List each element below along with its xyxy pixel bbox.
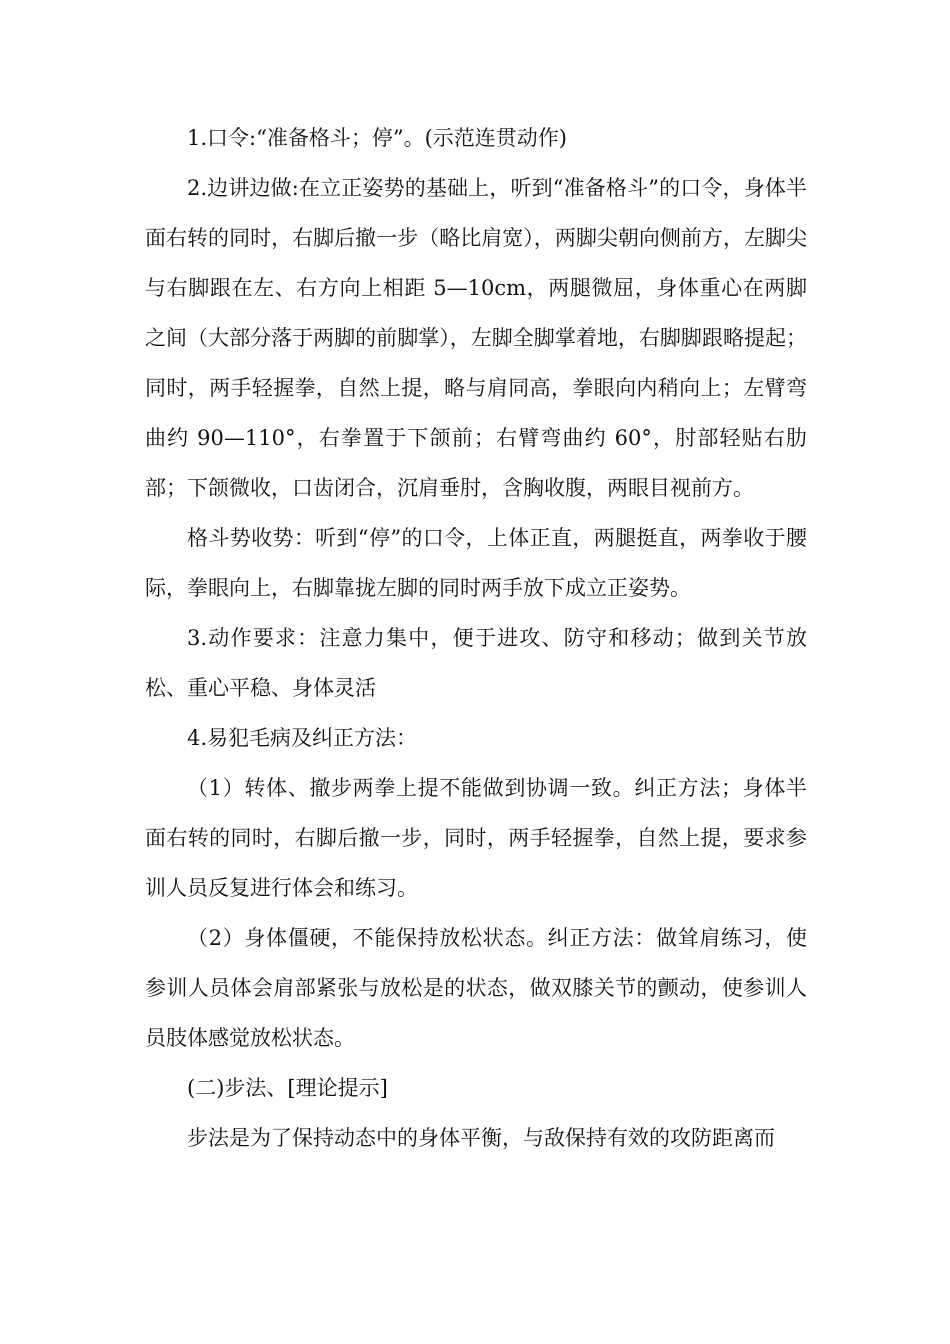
paragraph-command: 1.口令:“准备格斗；停”。(示范连贯动作) bbox=[187, 126, 567, 150]
document-body bbox=[145, 113, 807, 1163]
paragraph-demonstration: 2.边讲边做:在立正姿势的基础上，听到“准备格斗”的口令，身体半面右转的同时，右脚后撤一步（略比肩宽），两脚尖朝向侧前方，左脚尖与右脚跟在左、右方向上相距 5—10cm，两腿微屈，身体重心在两脚之间（大部分落于两脚的前脚掌），左脚全脚掌着地，右脚脚跟略提起；同时，两手轻握拳，自然上提，略与肩同高，拳眼向内稍向上；左臂弯曲约 90—110°，右拳置于下颌前；右臂弯曲约 60°，肘部轻贴右肋部；下颌微收，口齿闭合，沉肩垂肘，含胸收腹，两眼目视前方。 bbox=[145, 176, 807, 500]
paragraph-error-2: （2）身体僵硬，不能保持放松状态。纠正方法：做耸肩练习，使参训人员体会肩部紧张与放松是的状态，做双膝关节的颤动，使参训人员肢体感觉放松状态。 bbox=[145, 926, 807, 1050]
paragraph-common-errors-heading: 4.易犯毛病及纠正方法： bbox=[187, 726, 418, 750]
paragraph-requirements: 3.动作要求：注意力集中，便于进攻、防守和移动；做到关节放松、重心平稳、身体灵活 bbox=[145, 626, 807, 700]
paragraph-error-1: （1）转体、撤步两拳上提不能做到协调一致。纠正方法；身体半面右转的同时，右脚后撤一步，同时，两手轻握拳，自然上提，要求参训人员反复进行体会和练习。 bbox=[145, 776, 807, 900]
section-heading-footwork: (二)步法、[理论提示] bbox=[187, 1076, 388, 1100]
paragraph-closing-stance: 格斗势收势：听到“停”的口令，上体正直，两腿挺直，两拳收于腰际，拳眼向上，右脚靠拢左脚的同时两手放下成立正姿势。 bbox=[145, 526, 807, 600]
paragraph-footwork-intro: 步法是为了保持动态中的身体平衡，与敌保持有效的攻防距离而 bbox=[187, 1126, 775, 1150]
